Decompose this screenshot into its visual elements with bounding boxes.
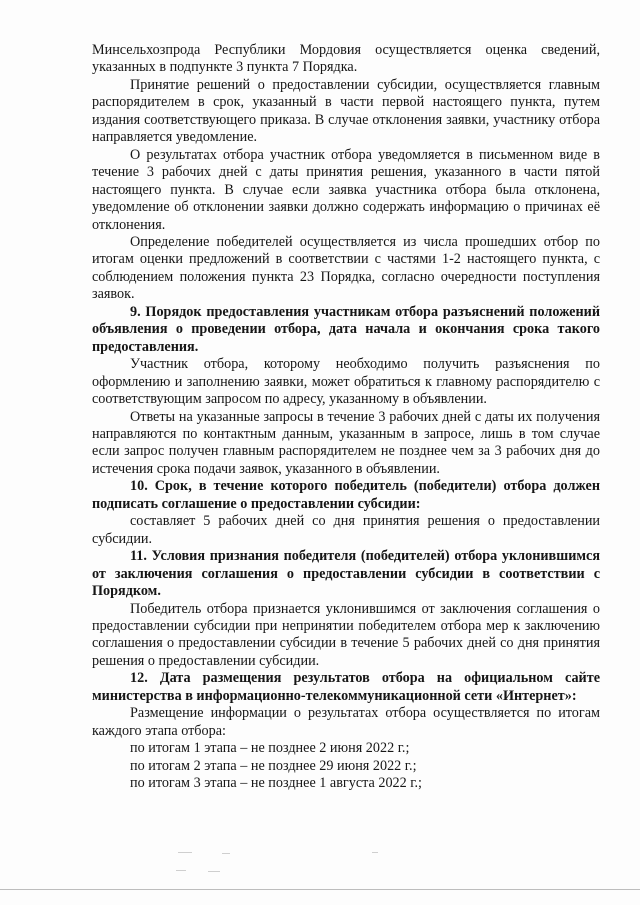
page-bottom-edge: [0, 889, 640, 890]
section-heading-9: 9. Порядок предоставления участникам отбора разъяснений положений объявления о проведении отбора, дата начала и окончания срока такого предоставления.: [92, 303, 600, 355]
paragraph-results-publication: Размещение информации о результатах отбора осуществляется по итогам каждого этапа отбора:: [92, 705, 600, 739]
section-heading-11: 11. Условия признания победителя (победителей) отбора уклонившимся от заключения соглашения о предоставлении субсидии в соответствии с Порядком.: [92, 548, 600, 600]
list-item-stage-2: по итогам 2 этапа – не позднее 29 июня 2022 г.;: [130, 757, 417, 774]
paragraph-clarification-answers: Ответы на указанные запросы в течение 3 рабочих дней с даты их получения направляются по контактным данным, указанным в запросе, лишь в том случае если запрос получен главным распорядителем не позднее чем за 3 рабочих дня до истечения срока подачи заявок, указанного в объявлении.: [92, 408, 600, 477]
scan-artifact: [372, 852, 378, 853]
scan-artifact: [176, 870, 186, 871]
scan-artifact: [222, 853, 230, 854]
section-heading-12: 12. Дата размещения результатов отбора на официальном сайте министерства в информационно-телекоммуникационной сети «Интернет»:: [92, 670, 600, 704]
scan-artifact: [178, 852, 192, 853]
paragraph-evasion-conditions: Победитель отбора признается уклонившимся от заключения соглашения о предоставлении субсидии при непринятии победителем отбора мер к заключению соглашения о предоставлении субсидии в течение 5 рабочих дней со дня принятия решения о предоставлении субсидии.: [92, 600, 600, 669]
document-body: [92, 42, 600, 792]
paragraph-signing-period: составляет 5 рабочих дней со дня принятия решения о предоставлении субсидии.: [92, 513, 600, 547]
scan-artifact: [208, 871, 220, 872]
paragraph-winners: Определение победителей осуществляется из числа прошедших отбор по итогам оценки предложений в соответствии с частями 1-2 настоящего пункта, с соблюдением положения пункта 23 Порядка, согласно очередности поступления заявок.: [92, 233, 600, 303]
section-heading-10: 10. Срок, в течение которого победитель (победители) отбора должен подписать соглашение о предоставлении субсидии:: [92, 478, 600, 512]
paragraph-notification: О результатах отбора участник отбора уведомляется в письменном виде в течение 3 рабочих дней с даты принятия решения, указанного в части пятой настоящего пункта. В случае если заявка участника отбора была отклонена, уведомление об отклонении заявки должно содержать информацию о причинах её отклонения.: [92, 146, 600, 233]
paragraph-continued: Минсельхозпрода Республики Мордовия осуществляется оценка сведений, указанных в подпункте 3 пункта 7 Порядка.: [92, 42, 600, 76]
paragraph-decision: Принятие решений о предоставлении субсидии, осуществляется главным распорядителем в срок, указанный в части первой настоящего пункта, путем издания соответствующего приказа. В случае отклонения заявки, участнику отбора направляется уведомление.: [92, 76, 600, 146]
paragraph-clarification-request: Участник отбора, которому необходимо получить разъяснения по оформлению и заполнению заявки, может обратиться к главному распорядителю с соответствующим запросом по адресу, указанному в объявлении.: [92, 356, 600, 408]
list-item-stage-3: по итогам 3 этапа – не позднее 1 августа 2022 г.;: [130, 775, 422, 792]
list-item-stage-1: по итогам 1 этапа – не позднее 2 июня 2022 г.;: [130, 740, 410, 757]
